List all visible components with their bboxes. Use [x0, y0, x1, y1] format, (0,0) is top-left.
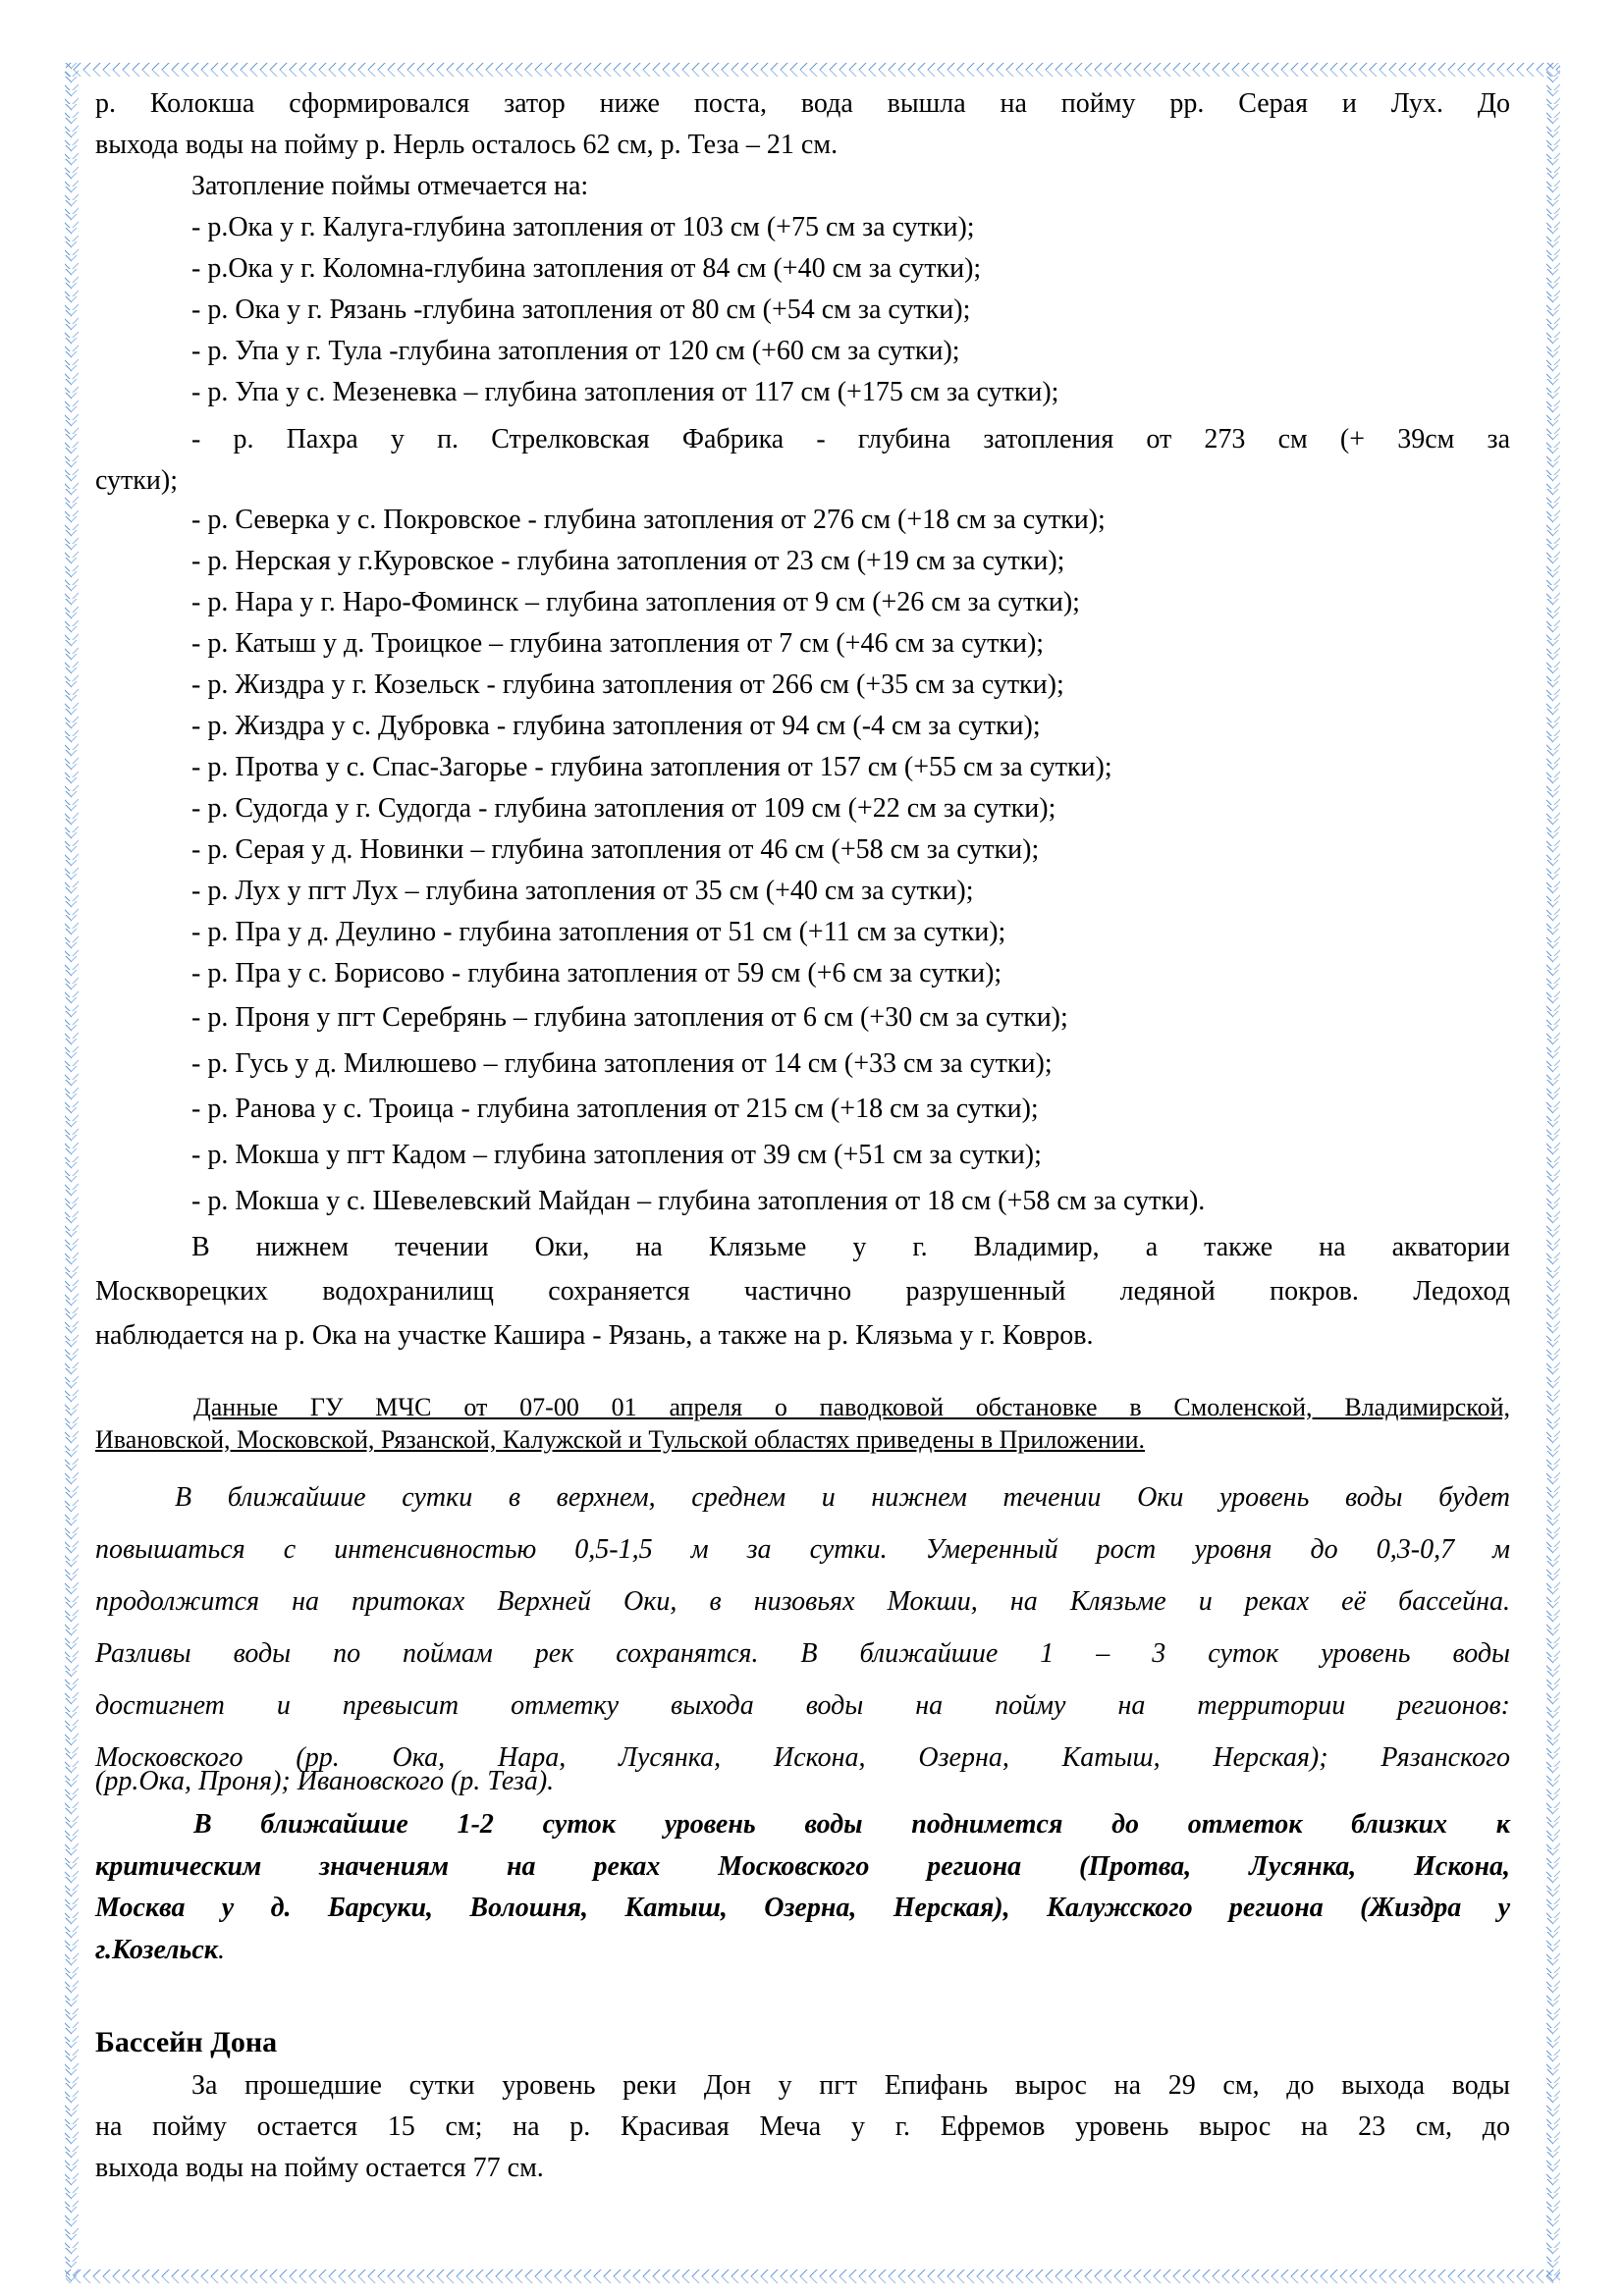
page-border-right	[1546, 63, 1560, 2283]
flood-item-continuation: сутки);	[95, 465, 178, 496]
flood-item: - р. Мокша у с. Шевелевский Майдан – глубина затопления от 18 см (+58 см за сутки).	[191, 1186, 1206, 1216]
forecast-line-3: продолжится на притоках Верхней Оки, в низовьях Мокши, на Клязьме и реках её бассейна.	[95, 1586, 1510, 1617]
flood-item: - р. Упа у г. Тула -глубина затопления от 120 см (+60 см за сутки);	[191, 336, 960, 366]
section-heading-don: Бассейн Дона	[95, 2026, 278, 2058]
don-line-2: на пойму остается 15 см; на р. Красивая Меча у г. Ефремов уровень вырос на 23 см, до	[95, 2111, 1510, 2142]
mchs-note-line-2: Ивановской, Московской, Рязанской, Калужской и Тульской областях приведены в Приложении.	[95, 1425, 1146, 1454]
flood-item: - р. Судогда у г. Судогда - глубина затопления от 109 см (+22 см за сутки);	[191, 793, 1056, 824]
page-border-bottom	[66, 2269, 1560, 2283]
flood-item: - р. Пра у с. Борисово - глубина затопления от 59 см (+6 см за сутки);	[191, 958, 1002, 988]
flood-item: - р. Пахра у п. Стрелковская Фабрика - глубина затопления от 273 см (+ 39см за	[191, 424, 1510, 454]
page-border-top	[66, 63, 1560, 77]
flood-item: - р. Северка у с. Покровское - глубина затопления от 276 см (+18 см за сутки);	[191, 505, 1106, 535]
warning-line-2: критическим значениям на реках Московского региона (Протва, Лусянка, Искона,	[95, 1851, 1510, 1882]
flood-item: - р. Пра у д. Деулино - глубина затопления от 51 см (+11 см за сутки);	[191, 917, 1006, 947]
ice-line-1: В нижнем течении Оки, на Клязьме у г. Владимир, а также на акватории	[191, 1232, 1510, 1262]
flood-item: - р. Нара у г. Наро-Фоминск – глубина затопления от 9 см (+26 см за сутки);	[191, 587, 1080, 617]
forecast-line-1: В ближайшие сутки в верхнем, среднем и нижнем течении Оки уровень воды будет	[175, 1482, 1510, 1513]
flood-item: - р. Жиздра у с. Дубровка - глубина затопления от 94 см (-4 см за сутки);	[191, 711, 1041, 741]
intro-line-2: выхода воды на пойму р. Нерль осталось 62 см, р. Теза – 21 см.	[95, 130, 839, 160]
flood-item: - р. Катыш у д. Троицкое – глубина затопления от 7 см (+46 см за сутки);	[191, 628, 1045, 659]
ice-line-3: наблюдается на р. Ока на участке Кашира - Рязань, а также на р. Клязьма у г. Ковров.	[95, 1320, 1094, 1351]
flood-item: - р. Серая у д. Новинки – глубина затопления от 46 см (+58 см за сутки);	[191, 834, 1040, 865]
warning-line-4	[95, 1930, 1510, 1971]
flood-item: - р. Протва у с. Спас-Загорье - глубина затопления от 157 см (+55 см за сутки);	[191, 752, 1112, 782]
flood-item: - р. Жиздра у г. Козельск - глубина затопления от 266 см (+35 см за сутки);	[191, 669, 1064, 700]
forecast-line-6: Московского (рр. Ока, Нара, Лусянка, Искона, Озерна, Катыш, Нерская); Рязанского	[95, 1742, 1510, 1773]
warning-line-1: В ближайшие 1-2 суток уровень воды поднимется до отметок близких к	[193, 1809, 1510, 1840]
flood-item: - р. Гусь у д. Милюшево – глубина затопления от 14 см (+33 см за сутки);	[191, 1048, 1053, 1079]
intro-line-1: р. Колокша сформировался затор ниже поста, вода вышла на пойму рр. Серая и Лух. До	[95, 88, 1510, 119]
flood-item: - р. Ранова у с. Троица - глубина затопления от 215 см (+18 см за сутки);	[191, 1094, 1039, 1124]
don-line-3: выхода воды на пойму остается 77 см.	[95, 2153, 544, 2183]
flooding-title: Затопление поймы отмечается на:	[191, 171, 589, 201]
warning-line-4-text: г.Козельск	[95, 1935, 218, 1965]
warning-line-3: Москва у д. Барсуки, Волошня, Катыш, Озерна, Нерская), Калужского региона (Жиздра у	[95, 1893, 1510, 1923]
page-border-left	[65, 63, 79, 2283]
flood-item: - р. Упа у с. Мезеневка – глубина затопления от 117 см (+175 см за сутки);	[191, 377, 1059, 407]
don-line-1: За прошедшие сутки уровень реки Дон у пгт Епифань вырос на 29 см, до выхода воды	[191, 2070, 1510, 2101]
warning-tail: .	[217, 1935, 225, 1965]
flood-item: - р. Мокша у пгт Кадом – глубина затопления от 39 см (+51 см за сутки);	[191, 1140, 1042, 1170]
ice-line-2: Москворецких водохранилищ сохраняется частично разрушенный ледяной покров. Ледоход	[95, 1276, 1510, 1307]
forecast-line-4: Разливы воды по поймам рек сохранятся. В ближайшие 1 – 3 суток уровень воды	[95, 1638, 1510, 1669]
flood-item: - р. Проня у пгт Серебрянь – глубина затопления от 6 см (+30 см за сутки);	[191, 1002, 1068, 1033]
flood-item: - р. Лух у пгт Лух – глубина затопления от 35 см (+40 см за сутки);	[191, 876, 974, 906]
flood-item: - р.Ока у г. Коломна-глубина затопления от 84 см (+40 см за сутки);	[191, 253, 982, 284]
flood-item: - р.Ока у г. Калуга-глубина затопления от 103 см (+75 см за сутки);	[191, 212, 975, 242]
forecast-line-2: повышаться с интенсивностью 0,5-1,5 м за сутки. Умеренный рост уровня до 0,3-0,7 м	[95, 1534, 1510, 1565]
flood-item: - р. Ока у г. Рязань -глубина затопления от 80 см (+54 см за сутки);	[191, 294, 971, 325]
mchs-note-line-1: Данные ГУ МЧС от 07-00 01 апреля о паводковой обстановке в Смоленской, Владимирской,	[193, 1393, 1510, 1421]
flood-item: - р. Нерская у г.Куровское - глубина затопления от 23 см (+19 см за сутки);	[191, 546, 1065, 576]
forecast-line-5: достигнет и превысит отметку выхода воды на пойму на территории регионов:	[95, 1690, 1510, 1721]
forecast-line-7: (рр.Ока, Проня); Ивановского (р. Теза).	[95, 1766, 555, 1796]
